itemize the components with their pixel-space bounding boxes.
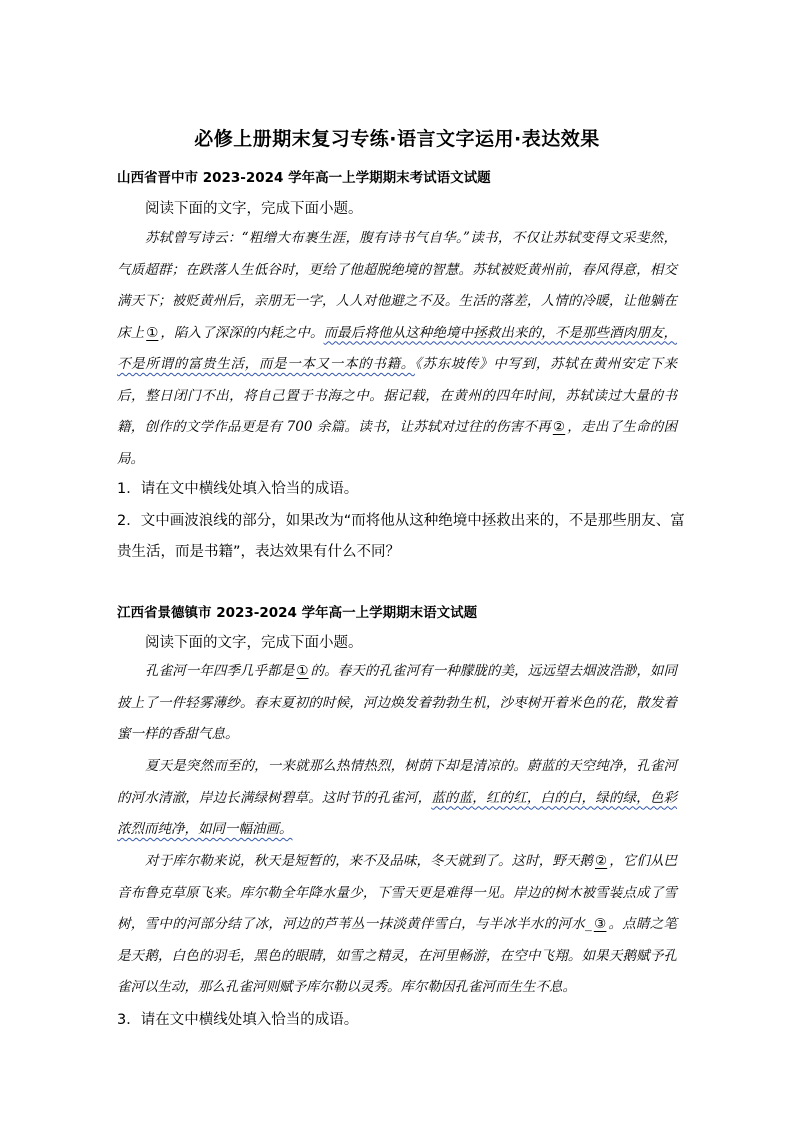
passage-text: 孔雀河一年四季几乎都是 bbox=[145, 663, 295, 679]
wavy-underlined-text: 而最后将他从这种绝境中拯救出来的，不是那些酒肉朋友，不是所谓的富贵生活，而是一本又一本的书籍。 bbox=[117, 324, 678, 372]
passage-text: ，陷入了深深的内耗之中。 bbox=[160, 324, 324, 341]
section2-passage-1 bbox=[117, 656, 677, 751]
passage-text: ，走出了生命的困局。 bbox=[117, 419, 678, 467]
section1-source: 山西省晋中市 2023-2024 学年高一上学期期末考试语文试题 bbox=[117, 170, 491, 186]
page-title: 必修上册期末复习专练·语言文字运用·表达效果 bbox=[194, 128, 600, 150]
section2-instruction: 阅读下面的文字，完成下面小题。 bbox=[145, 635, 363, 651]
section2-source: 江西省景德镇市 2023-2024 学年高一上学期期末语文试题 bbox=[117, 605, 478, 621]
question-3: 3．请在文中横线处填入恰当的成语。 bbox=[117, 1012, 359, 1028]
blank-1: ① bbox=[296, 663, 309, 679]
question-2: 2．文中画波浪线的部分，如果改为“而将他从这种绝境中拯救出来的，不是那些朋友、富贵生活，而是书籍”，表达效果有什么不同？ bbox=[117, 513, 685, 560]
question-1: 1．请在文中横线处填入恰当的成语。 bbox=[117, 481, 359, 497]
blank-1: ① bbox=[146, 324, 159, 341]
passage-text: 夏天是突然而至的，一来就那么热情热烈，树荫下却是清凉的。蔚蓝的天空纯净，孔雀河的河水清澈，岸边长满绿树碧草。这时节的孔雀河， bbox=[117, 758, 677, 806]
passage-text: 《苏东坡传》中写到，苏轼在黄州安定下来后，整日闭门不出，将自己置于书海之中。据记载，在黄州的四年时间，苏轼读过大量的书籍，创作的文学作品更是有 700 余篇。读书，让苏轼对过往的伤害不再 bbox=[117, 356, 678, 435]
section2-passage-3 bbox=[117, 846, 677, 1004]
passage-text: 苏轼曾写诗云：“粗缯大布裹生涯，腹有诗书气自华。”读书，不仅让苏轼变得文采斐然，气质超群；在跌落人生低谷时，更给了他超脱绝境的智慧。苏轼被贬黄州前，春风得意，相交满天下；被贬黄州后，亲朋无一字，人人对他避之不及。生活的落差，人情的冷暖，让他躺在床上 bbox=[117, 230, 677, 341]
passage-text: 的。春天的孔雀河有一种朦胧的美，远远望去烟波浩渺，如同披上了一件轻雾薄纱。春末夏初的时候，河边焕发着勃勃生机，沙枣树开着米色的花，散发着蜜一样的香甜气息。 bbox=[117, 663, 678, 742]
blank-3: ③ bbox=[593, 916, 607, 932]
section1-passage bbox=[117, 223, 677, 475]
section1-instruction: 阅读下面的文字，完成下面小题。 bbox=[145, 201, 363, 217]
wavy-underlined-text: 蓝的蓝，红的红，白的白，绿的绿，色彩浓烈而纯净，如同一幅油画。 bbox=[117, 789, 678, 837]
passage-text: ，它们从巴音布鲁克草原飞来。库尔勒全年降水量少，下雪天更是难得一见。岸边的树木被雪装点成了雪树，雪中的河部分结了冰，河边的芦苇丛一抹淡黄伴雪白，与半冰半水的河水_ bbox=[117, 853, 678, 932]
passage-text: 。点睛之笔是天鹅，白色的羽毛，黑色的眼睛，如雪之精灵，在河里畅游，在空中飞翔。如果天鹅赋予孔雀河以生动，那么孔雀河则赋予库尔勒以灵秀。库尔勒因孔雀河而生生不息。 bbox=[117, 916, 678, 995]
passage-text: 对于库尔勒来说，秋天是短暂的，来不及品味，冬天就到了。这时，野天鹅 bbox=[145, 853, 594, 869]
blank-2: ② bbox=[595, 853, 608, 869]
blank-2: ② bbox=[552, 419, 566, 435]
section2-passage-2 bbox=[117, 751, 677, 846]
